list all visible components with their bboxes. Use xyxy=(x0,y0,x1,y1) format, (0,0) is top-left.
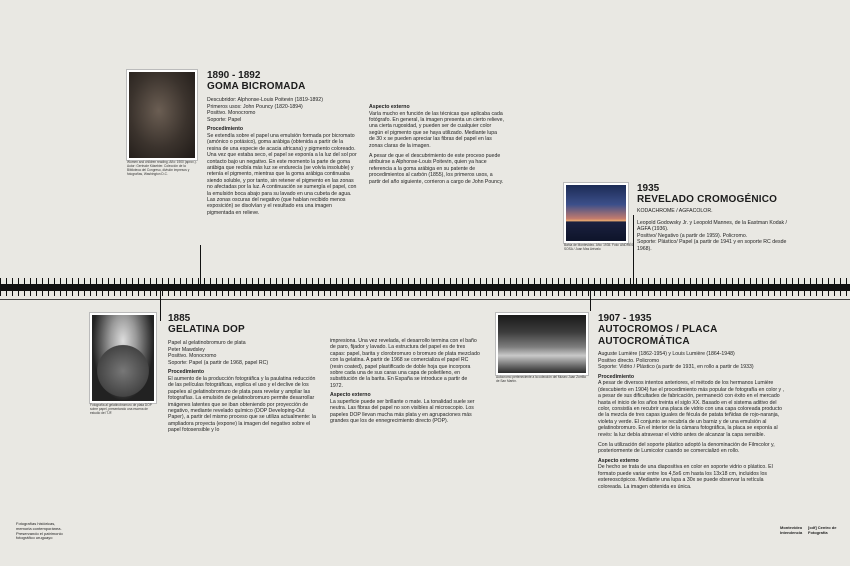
photo-caption-cromo: Bahía de Montevideo. Año: 1935. Foto: ANDRÉS SOSA / Juan Mas Arévalo xyxy=(564,243,634,251)
section-heading: Aspecto externo xyxy=(369,104,410,110)
section-heading: Aspecto externo xyxy=(598,457,639,464)
entry-meta-line: Auguste Lumière (1862-1954) y Louis Lumière (1864-1948) xyxy=(598,351,735,357)
timeline-stem-auto xyxy=(590,291,591,311)
entry-meta-line: Positivo. Monocromo xyxy=(168,353,217,360)
entry-meta-line: Soporte: Papel xyxy=(207,116,242,123)
entry-meta-line: Positivo/ Negativo (a partir de 1959). Policromo. xyxy=(637,232,748,239)
entry-meta-line: Positivo. Monocromo xyxy=(207,110,256,117)
entry-cromo xyxy=(637,183,787,253)
section-text: Se extendía sobre el papel una emulsión formada por bicromato (amónico o potásico), goma arábiga (obtenida a partir de la resina de una especie de acacia africana) y pigmento coloreado. Una vez que estaba seco, el papel se exponía a la luz del sol por contacto bajo un negativo. En este momento la parte de goma arábiga que recibía más luz se endurecía (se volvía insoluble) y retenía el pigmento, mientras que la goma arábiga continuaba siendo soluble, y por tanto, sin retener el pigmento en las zonas no afectadas por la luz. A continuación se sumergía el papel, con la emulsión boca abajo para su lavado en una cubeta de agua. Las zonas oscuras del negativo (que habían recibido menos exposición) se disolvían y el resultado era una imagen pigmentada en relieve. xyxy=(207,132,357,216)
timeline-hairline xyxy=(0,299,850,300)
footer-line: memoria contemporánea. xyxy=(16,525,62,531)
section-text: impresiona. Una vez revelada, el desarrollo termina con el baño de paro, fijador y lavado. La estructura del papel es de tres capas: papel, barita y clorobromuro o bromuro de plata mezclado con la gelatina. A partir de 1968 se comercializa el papel RC (resin coated), papel plastificado de doble hoja que incorpora sobre cada una de sus caras una capa de polietileno, en substitución de la barita. En España se introduce a partir de 1972. xyxy=(330,338,480,389)
footer-line: Preservando el patrimonio xyxy=(16,530,63,536)
entry-meta-line: Peter Mawdsley xyxy=(168,346,205,353)
section-text: A pesar de que el descubrimiento de este proceso puede atribuirse a Alphonse-Louis Poitevin, quien ya hace referencia a la goma arábiga en su patente de procedimientos al carbón (1855), los primeros usos, a partir del año siguiente, corrieron a cargo de John Pouncy. xyxy=(369,153,504,185)
entry-auto xyxy=(598,313,784,490)
entry-title: GOMA BICROMADA xyxy=(207,81,306,92)
entry-meta-line: Soporte: Vidrio / Plástico (a partir de 1931, en rollo a partir de 1933) xyxy=(598,364,754,371)
section-heading: Aspecto externo xyxy=(330,392,371,399)
photo-caption-goma: Women and children reading. Año: 1900 (aprox.). Autor: Gertrude Käsebier. Colección de la Biblioteca del Congreso, división impresos y fotografías, Washington D.C. xyxy=(127,160,197,176)
entry-dop-col2 xyxy=(330,338,480,424)
photo-caption-dop: Fotografía al gelatinobromuro de plata DOP sobre papel, presentando una escena de estudio del TJF. xyxy=(90,403,152,415)
photo-cromo xyxy=(564,183,628,243)
photo-auto xyxy=(496,313,588,375)
footer-line: fotográfico uruguayo xyxy=(16,535,53,541)
entry-year: 1935 xyxy=(637,183,660,194)
entry-meta-line: Positivo directo. Policromo xyxy=(598,357,660,364)
entry-title: AUTOCROMOS / PLACA AUTOCROMÁTICA xyxy=(598,324,718,347)
section-text: El aumento de la producción fotográfica y la paulatina reducción de las películas fotográficas, explica el uso y el declive de los papeles al gelatinobromuro de plata para revelar y ampliar las fotografías. La emulsión de gelatinobromuro permite desarrollar imágenes latentes que se iban obteniendo por proyección de negativo, mediante revelado químico (DOP Developing-Out Paper), a partir del mismo proceso que se utiliza actualmente: la ampliadora proyecta (expone) la imagen del negativo sobre el papel fotosensible y lo xyxy=(168,375,316,434)
entry-year: 1890 - 1892 xyxy=(207,70,261,81)
entry-goma xyxy=(207,70,357,216)
timeline-stem-goma xyxy=(200,245,201,285)
logo-intendencia: Montevideo Intendencia xyxy=(780,525,803,535)
entry-goma-col2 xyxy=(369,101,504,185)
entry-dop xyxy=(168,313,318,434)
entry-meta-line: Papel al gelatinobromuro de plata xyxy=(168,340,246,346)
footer-tagline xyxy=(16,522,96,541)
timeline-rail xyxy=(0,284,850,291)
entry-title: GELATINA DOP xyxy=(168,324,245,335)
footer-line: Fotografías históricas, xyxy=(16,521,56,526)
section-text: De hecho se trata de una diapositiva en color en soporte vidrio o plástico. El formato puede variar entre los 4,5x6 cm hasta los 13x18 cm, incluidos los estereoscópicos. Mediante una lupa a 30x se puede observar la retícula coloreada. La imagen obtenida es única. xyxy=(598,464,773,490)
section-text: A pesar de diversos intentos anteriores, el método de los hermanos Lumière (descubierto en 1904) fue el procedimiento más popular de fotografía en color y , a pesar de sus dificultades de fabricación, permaneció con éxito en el mercado hasta el inicio de los años treinta el siglo XX. Basado en el sistema aditivo del color, consistía en recubrir una placa de vidrio con una capa coloreada producto de la mezcla de tres capas iguales de fécula de patata teñidas de rojo-naranja, violeta y verde. El conjunto se recubría de un barniz y de una emulsión al gelatinobromuro. En el interior de la cámara fotográfica, la placa se exponía al revés: la luz debía atravesar el vidrio antes de alcanzar la capa sensible. xyxy=(598,380,784,438)
section-text: Con la utilización del soporte plástico adoptó la denominación de Filmcolor y, posteriormente de Lumicolor cuando se comercializó en rollo. xyxy=(598,442,775,455)
entry-title: REVELADO CROMOGÉNICO xyxy=(637,194,778,205)
section-text: Varía mucho en función de las técnicas que aplicaba cada fotógrafo. En general, la imagen presenta un cierto relieve, una cierta rugosidad, y pueden ser de cualquier color según el pigmento que se haya utilizado. Mediante lupa de 30 x se pueden apreciar las fibras del papel en las zonas claras de la imagen. xyxy=(369,110,504,149)
entry-meta-line: Soporte: Papel (a partir de 1968, papel RC) xyxy=(168,359,269,366)
entry-year: 1907 - 1935 xyxy=(598,313,652,324)
section-heading: Procedimiento xyxy=(207,126,244,133)
entry-meta-line: Primeros usos: John Pouncy (1820-1894) xyxy=(207,103,303,110)
section-heading: Procedimiento xyxy=(168,369,205,376)
photo-caption-auto: Autocromo perteneciente a la colección del Museo Juan Zorrilla de San Martín. xyxy=(496,375,586,383)
section-heading: Procedimiento xyxy=(598,373,635,380)
logo-cdf: [cdf] Centro de Fotografía xyxy=(808,525,837,535)
entry-meta-line: Leopold Godowsky Jr. y Leopold Mannes, de la Eastman Kodak / AGFA (1936). xyxy=(637,219,787,233)
entry-year: 1885 xyxy=(168,313,191,324)
entry-meta-line: Descubridor: Alphonse-Louis Poitevin (1819-1892) xyxy=(207,97,323,103)
timeline-stem-dop xyxy=(160,291,161,321)
photo-goma xyxy=(127,70,197,160)
entry-subtitle: KODACHROME / AGFACOLOR. xyxy=(637,208,713,214)
entry-meta-line: Soporte: Plástico/ Papel (a partir de 1941 y en soporte RC desde 1968). xyxy=(637,239,787,252)
photo-dop xyxy=(90,313,156,403)
timeline-ticks-bottom xyxy=(0,291,850,296)
section-text: La superficie puede ser brillante o mate. La tonalidad suele ser neutra. Las fibras del papel no son visibles al microscopio. Los papeles DOP llevan mucha más plata y en agrupaciones más grandes que los de ennegrecimiento directo (POP). xyxy=(330,398,475,425)
